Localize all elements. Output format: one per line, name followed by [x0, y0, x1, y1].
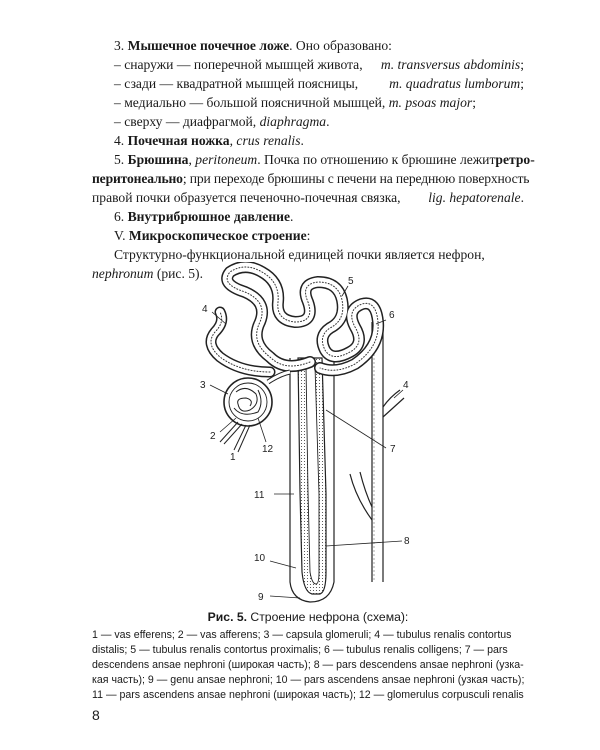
caption-line: кая часть); 9 — genu ansae nephroni; 10 — pars ascendens ansae nephroni (узкая часть);: [92, 674, 525, 686]
nephron-diagram: [150, 262, 450, 612]
figure-caption-title: Рис. 5. Строение нефрона (схема):: [207, 610, 409, 624]
label-7: 7: [390, 444, 396, 455]
label-1: 1: [230, 452, 236, 463]
section-v-title: Микроскопическое строение: [128, 228, 307, 243]
medial-line: – медиально — большой поясничной мышцей, m. psoas major ;: [114, 95, 476, 110]
item-4-title: Почечная ножка: [127, 133, 230, 148]
renal-corpuscle: [224, 372, 290, 426]
item-4-line: 4. Почечная ножка , crus renalis .: [114, 133, 304, 148]
outside-line: – снаружи — поперечной мышцей живота, m. transversus abdominis;: [114, 57, 524, 72]
label-4-right: 4: [403, 380, 409, 391]
label-8: 8: [404, 536, 410, 547]
figure-caption-text: [92, 628, 524, 703]
vessels: [220, 422, 250, 452]
label-10: 10: [254, 553, 266, 564]
item-6-title: Внутрибрюшное давление: [127, 209, 291, 224]
above-line: – сверху — диафрагмой, diaphragma .: [114, 114, 330, 129]
label-3: 3: [200, 380, 206, 391]
paragraph-line-2: nephronum (рис. 5).: [92, 266, 203, 281]
page-number: 8: [92, 707, 100, 723]
caption-line: 11 — pars ascendens ansae nephroni (широкая часть); 12 — glomerulus corpusculi renalis: [92, 689, 524, 701]
label-6: 6: [389, 310, 395, 321]
behind-line: – сзади — квадратной мышцей поясницы, m. quadratus lumborum;: [114, 76, 524, 91]
item-3-title: Мышечное почечное ложе: [127, 38, 290, 53]
label-2: 2: [210, 431, 216, 442]
caption-line: distalis; 5 — tubulus renalis contortus proximalis; 6 — tubulus renalis colligens; 7 — pars: [92, 644, 508, 656]
label-12: 12: [262, 444, 274, 455]
item-6-line: 6. Внутрибрюшное давление .: [114, 209, 294, 224]
caption-line: descendens ansae nephroni (широкая часть); 8 — pars descendens ansae nephroni (узка-: [92, 659, 524, 671]
loop-of-henle: [290, 358, 334, 602]
distal-connection: [350, 390, 404, 520]
main-text: [92, 36, 535, 283]
label-11: 11: [254, 490, 265, 501]
item-5-line-3: правой почки образуется печеночно-почечная связка, lig. hepatorenale.: [92, 190, 524, 205]
item-5-line-2: перитонеально ; при переходе брюшины с печени на переднюю поверхность: [92, 171, 530, 186]
paragraph-line-1: Структурно-функциональной единицей почки является нефрон,: [114, 247, 485, 262]
item-5-title: Брюшина: [127, 152, 189, 167]
caption-line: 1 — vas efferens; 2 — vas afferens; 3 — capsula glomeruli; 4 — tubulus renalis contortus: [92, 629, 512, 641]
label-5: 5: [348, 276, 354, 287]
label-4-top: 4: [202, 304, 208, 315]
label-9: 9: [258, 592, 264, 603]
item-3-line: 3. Мышечное почечное ложе . Оно образовано:: [114, 38, 392, 53]
section-v-line: V. Микроскопическое строение :: [114, 228, 311, 243]
item-5-line-1: 5. Брюшина, peritoneum. Почка по отношению к брюшине лежит ретро-: [114, 152, 535, 167]
